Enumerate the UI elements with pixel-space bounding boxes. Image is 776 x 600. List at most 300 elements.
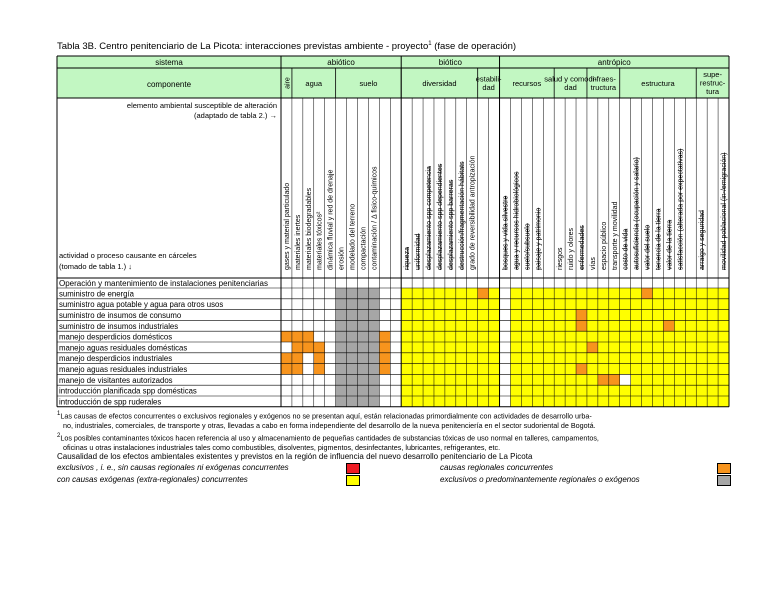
matrix-cell: [423, 374, 434, 385]
matrix-cell: [576, 353, 587, 364]
matrix-cell: [642, 374, 653, 385]
matrix-cell: [696, 353, 707, 364]
matrix-cell: [696, 320, 707, 331]
matrix-cell: [336, 364, 347, 375]
matrix-cell: [620, 353, 631, 364]
matrix-cell: [609, 374, 620, 385]
matrix-cell: [565, 320, 576, 331]
matrix-cell: [336, 320, 347, 331]
matrix-cell: [653, 299, 664, 310]
matrix-cell: [674, 364, 685, 375]
matrix-cell: [456, 310, 467, 321]
matrix-cell: [565, 396, 576, 407]
matrix-cell: [456, 331, 467, 342]
matrix-cell: [368, 353, 379, 364]
matrix-cell: [642, 288, 653, 299]
matrix-cell: [478, 299, 489, 310]
matrix-cell: [598, 353, 609, 364]
matrix-cell: [325, 288, 336, 299]
matrix-cell: [532, 310, 543, 321]
elemento-sub: (adaptado de tabla 2.) →: [194, 111, 277, 120]
matrix-cell: [303, 331, 314, 342]
matrix-cell: [685, 299, 696, 310]
matrix-cell: [489, 374, 500, 385]
column-label: materiales biodegradables: [305, 187, 313, 270]
column-label: destrucción/fragmentación hábitats: [458, 161, 466, 270]
subgroup-label: agua: [305, 79, 323, 88]
matrix-cell: [292, 374, 303, 385]
matrix-cell: [554, 385, 565, 396]
matrix-cell: [500, 331, 511, 342]
matrix-cell: [609, 310, 620, 321]
matrix-cell: [663, 385, 674, 396]
matrix-cell: [379, 364, 390, 375]
matrix-cell: [653, 374, 664, 385]
matrix-cell: [423, 288, 434, 299]
matrix-cell: [696, 396, 707, 407]
column-label: materiales inertes: [294, 214, 302, 270]
column-label: compactación: [360, 226, 368, 270]
matrix-cell: [718, 288, 729, 299]
legend-row-2: [57, 475, 747, 487]
matrix-cell: [390, 364, 401, 375]
subgroup-label: tructura: [590, 83, 617, 92]
matrix-cell: [532, 331, 543, 342]
matrix-cell: [445, 331, 456, 342]
matrix-cell: [281, 385, 292, 396]
matrix-cell: [336, 385, 347, 396]
matrix-cell: [500, 385, 511, 396]
matrix-cell: [347, 364, 358, 375]
footnote-1-cont: no, industriales, comerciales, de transporte y otras, llevadas a cabo en forma independiente del desarrollo de la nueva penitenciería en el sector sudoriental de Bogotá.: [63, 420, 596, 430]
matrix-cell: [500, 353, 511, 364]
matrix-cell: [401, 299, 412, 310]
matrix-cell: [368, 396, 379, 407]
column-label: tenencia de la tierra: [655, 208, 663, 270]
legend-title: Causalidad de los efectos ambientales existentes y previstos en la región de influencia del nuevo desarrollo penitenciario de La Picota: [57, 452, 533, 461]
matrix-cell: [357, 364, 368, 375]
matrix-cell: [620, 288, 631, 299]
matrix-cell: [598, 396, 609, 407]
matrix-cell: [620, 364, 631, 375]
column-label: riqueza: [404, 247, 412, 270]
matrix-cell: [336, 374, 347, 385]
matrix-cell: [696, 385, 707, 396]
matrix-cell: [576, 310, 587, 321]
matrix-cell: [478, 353, 489, 364]
matrix-cell: [423, 320, 434, 331]
actividad-label: actividad o proceso causante en cárceles: [59, 251, 197, 260]
column-label: desplazamiento spp dependientes: [436, 163, 444, 270]
matrix-cell: [554, 299, 565, 310]
matrix-cell: [565, 331, 576, 342]
matrix-cell: [401, 374, 412, 385]
matrix-cell: [445, 288, 456, 299]
matrix-cell: [587, 331, 598, 342]
matrix-cell: [642, 342, 653, 353]
matrix-cell: [368, 320, 379, 331]
matrix-cell: [554, 364, 565, 375]
matrix-cell: [598, 374, 609, 385]
legend: [57, 452, 747, 487]
matrix-cell: [587, 353, 598, 364]
matrix-cell: [631, 385, 642, 396]
subgroup-label: supe-: [703, 70, 722, 79]
matrix-cell: [642, 364, 653, 375]
matrix-cell: [456, 385, 467, 396]
row-label: manejo aguas residuales industriales: [59, 365, 188, 374]
matrix-cell: [653, 396, 664, 407]
subgroup-label: dad: [564, 83, 577, 92]
subgroup-label: estabili-: [475, 74, 502, 84]
matrix-cell: [412, 331, 423, 342]
matrix-cell: [510, 288, 521, 299]
matrix-cell: [674, 310, 685, 321]
matrix-cell: [696, 364, 707, 375]
matrix-cell: [292, 299, 303, 310]
matrix-cell: [500, 310, 511, 321]
matrix-cell: [292, 353, 303, 364]
subgroup-label: infraes-: [590, 74, 616, 84]
matrix-cell: [347, 331, 358, 342]
matrix-cell: [412, 396, 423, 407]
footnotes: [57, 410, 747, 453]
matrix-cell: [467, 331, 478, 342]
matrix-cell: [281, 353, 292, 364]
matrix-cell: [292, 288, 303, 299]
row-label: suministro agua potable y agua para otros usos: [59, 300, 224, 310]
matrix-cell: [718, 385, 729, 396]
matrix-cell: [456, 396, 467, 407]
row-label: suministro de energía: [59, 289, 134, 299]
matrix-cell: [401, 342, 412, 353]
matrix-cell: [412, 299, 423, 310]
column-label: valor de la tierra: [666, 219, 674, 270]
matrix-cell: [642, 310, 653, 321]
matrix-cell: [347, 374, 358, 385]
matrix-cell: [368, 288, 379, 299]
matrix-cell: [423, 342, 434, 353]
matrix-cell: [423, 331, 434, 342]
matrix-cell: [423, 299, 434, 310]
matrix-cell: [467, 299, 478, 310]
matrix-cell: [303, 396, 314, 407]
matrix-cell: [510, 342, 521, 353]
matrix-cell: [598, 288, 609, 299]
column-label: costo de vida: [622, 228, 630, 270]
matrix-cell: [565, 353, 576, 364]
legend-swatch-gray: [717, 475, 731, 486]
matrix-cell: [303, 342, 314, 353]
matrix-cell: [620, 374, 631, 385]
matrix-cell: [434, 331, 445, 342]
matrix-cell: [510, 364, 521, 375]
matrix-cell: [467, 385, 478, 396]
matrix-cell: [434, 385, 445, 396]
matrix-cell: [292, 310, 303, 321]
matrix-cell: [565, 374, 576, 385]
matrix-cell: [598, 320, 609, 331]
matrix-cell: [609, 331, 620, 342]
matrix-cell: [336, 331, 347, 342]
matrix-cell: [631, 310, 642, 321]
legend-item-yellow: con causas exógenas (extra-regionales) concurrentes: [57, 475, 248, 484]
matrix-cell: [609, 353, 620, 364]
matrix-cell: [281, 396, 292, 407]
matrix-cell: [401, 331, 412, 342]
matrix-cell: [685, 310, 696, 321]
sistema-label: sistema: [155, 58, 183, 67]
column-label: modelado del terreno: [349, 203, 357, 270]
matrix-cell: [314, 396, 325, 407]
subgroup-label: tura: [706, 87, 720, 96]
matrix-cell: [532, 353, 543, 364]
matrix-cell: [674, 320, 685, 331]
matrix-cell: [303, 374, 314, 385]
row-label: manejo desperdicios industriales: [59, 354, 173, 364]
matrix-cell: [642, 331, 653, 342]
matrix-cell: [696, 310, 707, 321]
matrix-cell: [576, 374, 587, 385]
matrix-cell: [303, 364, 314, 375]
matrix-cell: [521, 385, 532, 396]
matrix-cell: [434, 364, 445, 375]
matrix-cell: [314, 288, 325, 299]
matrix-cell: [642, 396, 653, 407]
matrix-cell: [543, 310, 554, 321]
matrix-cell: [510, 396, 521, 407]
matrix-cell: [532, 396, 543, 407]
matrix-cell: [543, 342, 554, 353]
matrix-cell: [467, 364, 478, 375]
matrix-cell: [456, 374, 467, 385]
column-label: bosques y vida silvestre: [502, 195, 510, 270]
matrix-cell: [347, 320, 358, 331]
matrix-cell: [434, 320, 445, 331]
matrix-cell: [532, 320, 543, 331]
matrix-cell: [379, 299, 390, 310]
matrix-cell: [674, 374, 685, 385]
matrix-cell: [663, 320, 674, 331]
matrix-cell: [478, 310, 489, 321]
legend-item-orange: causas regionales concurrentes: [440, 463, 553, 472]
group-label: biótico: [438, 58, 462, 67]
matrix-cell: [303, 385, 314, 396]
matrix-cell: [368, 299, 379, 310]
matrix-cell: [368, 310, 379, 321]
matrix-cell: [456, 320, 467, 331]
matrix-cell: [587, 320, 598, 331]
matrix-cell: [467, 342, 478, 353]
matrix-cell: [456, 299, 467, 310]
column-label: desplazamiento spp barreras: [447, 179, 455, 270]
row-label: manejo de visitantes autorizados: [59, 375, 173, 385]
matrix-cell: [642, 299, 653, 310]
matrix-cell: [674, 331, 685, 342]
matrix-cell: [521, 353, 532, 364]
matrix-cell: [379, 353, 390, 364]
matrix-cell: [347, 396, 358, 407]
matrix-cell: [412, 320, 423, 331]
matrix-cell: [292, 385, 303, 396]
matrix-cell: [674, 385, 685, 396]
subgroup-label: recursos: [512, 79, 542, 88]
matrix-cell: [707, 353, 718, 364]
matrix-cell: [292, 320, 303, 331]
column-label: paisaje y patrimonio: [535, 207, 543, 270]
matrix-cell: [467, 374, 478, 385]
matrix-cell: [609, 299, 620, 310]
matrix-cell: [707, 288, 718, 299]
matrix-cell: [489, 320, 500, 331]
matrix-cell: [598, 385, 609, 396]
matrix-cell: [543, 331, 554, 342]
matrix-cell: [631, 364, 642, 375]
matrix-cell: [554, 396, 565, 407]
matrix-cell: [554, 353, 565, 364]
column-label: movilidad poblacional (in-/emigración): [721, 152, 729, 270]
matrix-cell: [467, 396, 478, 407]
matrix-cell: [576, 320, 587, 331]
matrix-cell: [478, 342, 489, 353]
row-label: suministro de insumos industriales: [59, 321, 179, 331]
matrix-cell: [489, 353, 500, 364]
matrix-cell: [303, 288, 314, 299]
matrix-cell: [412, 353, 423, 364]
matrix-cell: [390, 353, 401, 364]
matrix-cell: [390, 374, 401, 385]
column-label: agua y recursos hidrobiológicos: [513, 171, 521, 270]
matrix-cell: [642, 353, 653, 364]
matrix-cell: [325, 353, 336, 364]
matrix-cell: [532, 385, 543, 396]
matrix-cell: [336, 353, 347, 364]
matrix-cell: [423, 385, 434, 396]
matrix-cell: [609, 396, 620, 407]
matrix-cell: [521, 342, 532, 353]
matrix-cell: [423, 364, 434, 375]
matrix-cell: [642, 320, 653, 331]
matrix-cell: [303, 299, 314, 310]
subgroup-label: estructura: [641, 79, 675, 88]
matrix-cell: [543, 374, 554, 385]
matrix-cell: [620, 385, 631, 396]
matrix-cell: [521, 374, 532, 385]
matrix-cell: [281, 342, 292, 353]
matrix-cell: [587, 288, 598, 299]
matrix-cell: [521, 310, 532, 321]
matrix-cell: [281, 310, 292, 321]
footnote-1: $^1$Las causas de efectos concurrentes o exclusivos regionales y exógenos no se presentan aquí, están relacionadas primordialmente con actividades de desarrollo urba-: [57, 411, 592, 421]
matrix-cell: [401, 364, 412, 375]
matrix-cell: [445, 353, 456, 364]
matrix-cell: [609, 288, 620, 299]
matrix-cell: [368, 331, 379, 342]
matrix-cell: [653, 353, 664, 364]
matrix-cell: [401, 396, 412, 407]
column-label: espacio público: [600, 221, 608, 270]
matrix-cell: [587, 396, 598, 407]
matrix-cell: [445, 396, 456, 407]
matrix-cell: [653, 288, 664, 299]
matrix-cell: [357, 299, 368, 310]
matrix-cell: [467, 288, 478, 299]
matrix-cell: [445, 374, 456, 385]
matrix-cell: [401, 385, 412, 396]
matrix-cell: [685, 331, 696, 342]
matrix-cell: [620, 342, 631, 353]
matrix-cell: [543, 353, 554, 364]
matrix-cell: [554, 331, 565, 342]
column-label: ruido y olores: [568, 227, 576, 270]
matrix-cell: [674, 342, 685, 353]
section-header: Operación y mantenimiento de instalaciones penitenciarias: [59, 279, 269, 288]
matrix-cell: [368, 364, 379, 375]
matrix-cell: [336, 299, 347, 310]
row-label: introducción de spp ruderales: [59, 397, 162, 407]
matrix-cell: [281, 320, 292, 331]
matrix-cell: [653, 331, 664, 342]
column-label: valor del suelo: [644, 224, 652, 270]
matrix-cell: [554, 374, 565, 385]
matrix-cell: [685, 353, 696, 364]
matrix-cell: [718, 331, 729, 342]
matrix-cell: [587, 364, 598, 375]
matrix-cell: [281, 288, 292, 299]
matrix-cell: [336, 310, 347, 321]
matrix-cell: [532, 342, 543, 353]
matrix-cell: [314, 353, 325, 364]
matrix-cell: [379, 385, 390, 396]
matrix-cell: [510, 299, 521, 310]
matrix-cell: [478, 288, 489, 299]
matrix-cell: [663, 353, 674, 364]
matrix-cell: [510, 320, 521, 331]
matrix-cell: [565, 310, 576, 321]
matrix-cell: [620, 396, 631, 407]
matrix-cell: [292, 396, 303, 407]
matrix-cell: [412, 385, 423, 396]
matrix-cell: [587, 374, 598, 385]
matrix-cell: [357, 342, 368, 353]
matrix-cell: [347, 385, 358, 396]
matrix-cell: [642, 385, 653, 396]
matrix-cell: [379, 288, 390, 299]
matrix-cell: [598, 342, 609, 353]
matrix-cell: [456, 288, 467, 299]
footnote-2-cont: oficinas u otras instalaciones industriales tales como combustibles, disolventes, pigmentos, desinfectantes, lubricantes, refrigerantes, etc.: [63, 442, 501, 452]
column-label: satisfacción (alterada por expectativas): [677, 148, 685, 270]
matrix-cell: [576, 342, 587, 353]
matrix-cell: [456, 364, 467, 375]
matrix-cell: [434, 374, 445, 385]
matrix-cell: [707, 374, 718, 385]
matrix-cell: [347, 288, 358, 299]
matrix-cell: [510, 310, 521, 321]
matrix-cell: [598, 331, 609, 342]
column-label: vías: [589, 257, 597, 270]
matrix-cell: [379, 374, 390, 385]
column-label: desplazamiento spp competencia: [426, 166, 434, 270]
matrix-cell: [314, 331, 325, 342]
column-label: arraigo y seguridad: [699, 210, 707, 270]
matrix-cell: [707, 299, 718, 310]
matrix-cell: [390, 299, 401, 310]
matrix-cell: [500, 374, 511, 385]
matrix-cell: [390, 385, 401, 396]
matrix-cell: [303, 320, 314, 331]
matrix-cell: [489, 364, 500, 375]
